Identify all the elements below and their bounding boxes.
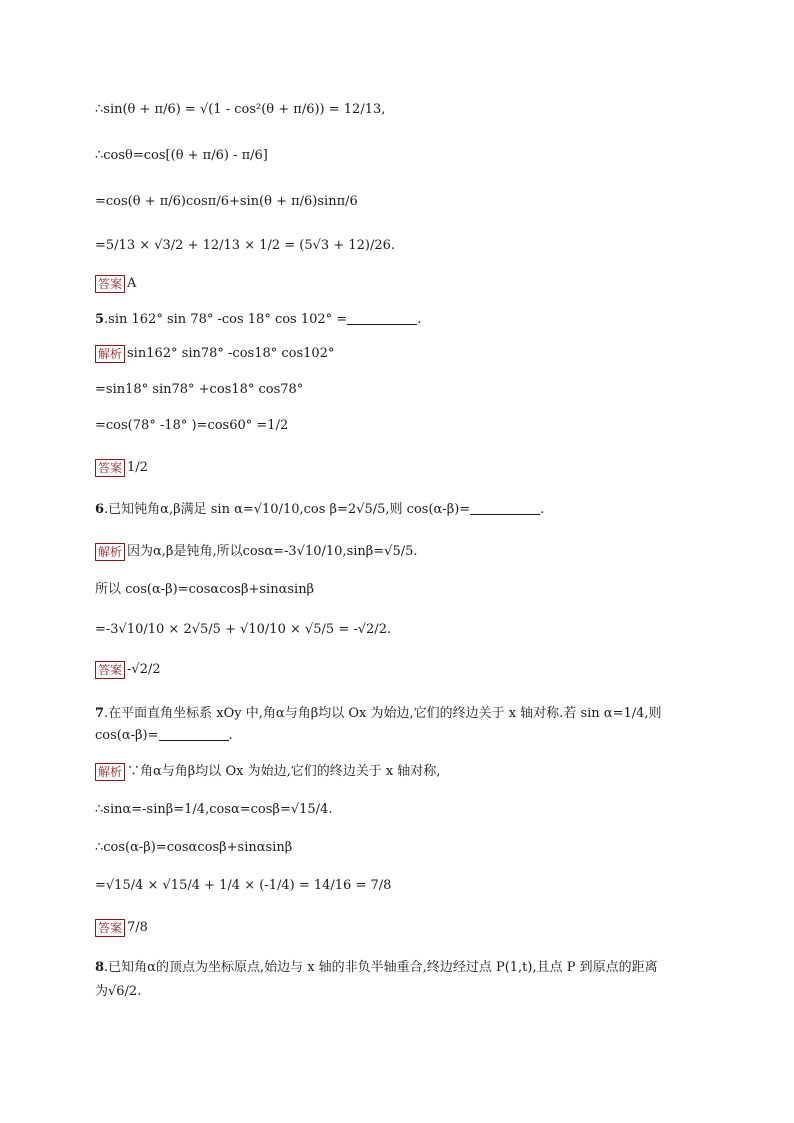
answer-tag: 答案: [95, 459, 125, 477]
question-number: 5: [95, 312, 105, 327]
question-6: 6.已知钝角α,β满足 sin α=√10/10,cos β=2√5/5,则 cos(α-β)= .: [95, 502, 545, 517]
text-line: 所以 cos(α-β)=cosαcosβ+sinαsinβ: [95, 582, 315, 597]
answer-blank: [159, 726, 229, 741]
answer-tag: 答案: [95, 661, 125, 679]
answer-tag: 答案: [95, 919, 125, 937]
analysis-line: 解析 sin162° sin78° -cos18° cos102°: [95, 344, 334, 364]
analysis-tag: 解析: [95, 345, 125, 363]
question-5: 5.sin 162° sin 78° -cos 18° cos 102° = .: [95, 312, 422, 327]
text-line: =5/13 × √3/2 + 12/13 × 1/2 = (5√3 + 12)/26.: [95, 238, 396, 253]
text-line: =sin18° sin78° +cos18° cos78°: [95, 382, 304, 397]
text-line: =cos(θ + π/6)cosπ/6+sin(θ + π/6)sinπ/6: [95, 194, 358, 209]
text-line: =-3√10/10 × 2√5/5 + √10/10 × √5/5 = -√2/2.: [95, 622, 392, 637]
question-number: 8: [95, 960, 105, 975]
answer-line: 答案 A: [95, 274, 136, 294]
question-8: 8.已知角α的顶点为坐标原点,始边与 x 轴的非负半轴重合,终边经过点 P(1,t),且点 P 到原点的距离: [95, 960, 658, 975]
text-line: ∴sinα=-sinβ=1/4,cosα=cosβ=√15/4.: [95, 802, 333, 817]
text-line: 为√6/2.: [95, 984, 142, 999]
answer-line: 答案 7/8: [95, 918, 148, 938]
question-number: 6: [95, 502, 105, 517]
text-line: cos(α-β)= .: [95, 728, 233, 743]
text-line: ∴cos(α-β)=cosαcosβ+sinαsinβ: [95, 840, 293, 855]
analysis-line: 解析 因为α,β是钝角,所以cosα=-3√10/10,sinβ=√5/5.: [95, 542, 418, 562]
analysis-tag: 解析: [95, 763, 125, 781]
text-line: ∴cosθ=cos[(θ + π/6) - π/6]: [95, 148, 268, 163]
text-line: =cos(78° -18° )=cos60° =1/2: [95, 418, 289, 433]
answer-tag: 答案: [95, 275, 125, 293]
answer-blank: [347, 310, 417, 325]
answer-blank: [470, 500, 540, 515]
text-line: =√15/4 × √15/4 + 1/4 × (-1/4) = 14/16 = 7/8: [95, 878, 392, 893]
answer-line: 答案 1/2: [95, 458, 148, 478]
analysis-line: 解析 ∵角α与角β均以 Ox 为始边,它们的终边关于 x 轴对称,: [95, 762, 440, 782]
question-number: 7: [95, 706, 105, 721]
analysis-tag: 解析: [95, 543, 125, 561]
question-7: 7.在平面直角坐标系 xOy 中,角α与角β均以 Ox 为始边,它们的终边关于 x 轴对称.若 sin α=1/4,则: [95, 706, 662, 721]
text-line: ∴sin(θ + π/6) = √(1 - cos²(θ + π/6)) = 12/13,: [95, 102, 386, 117]
answer-line: 答案 -√2/2: [95, 660, 161, 680]
